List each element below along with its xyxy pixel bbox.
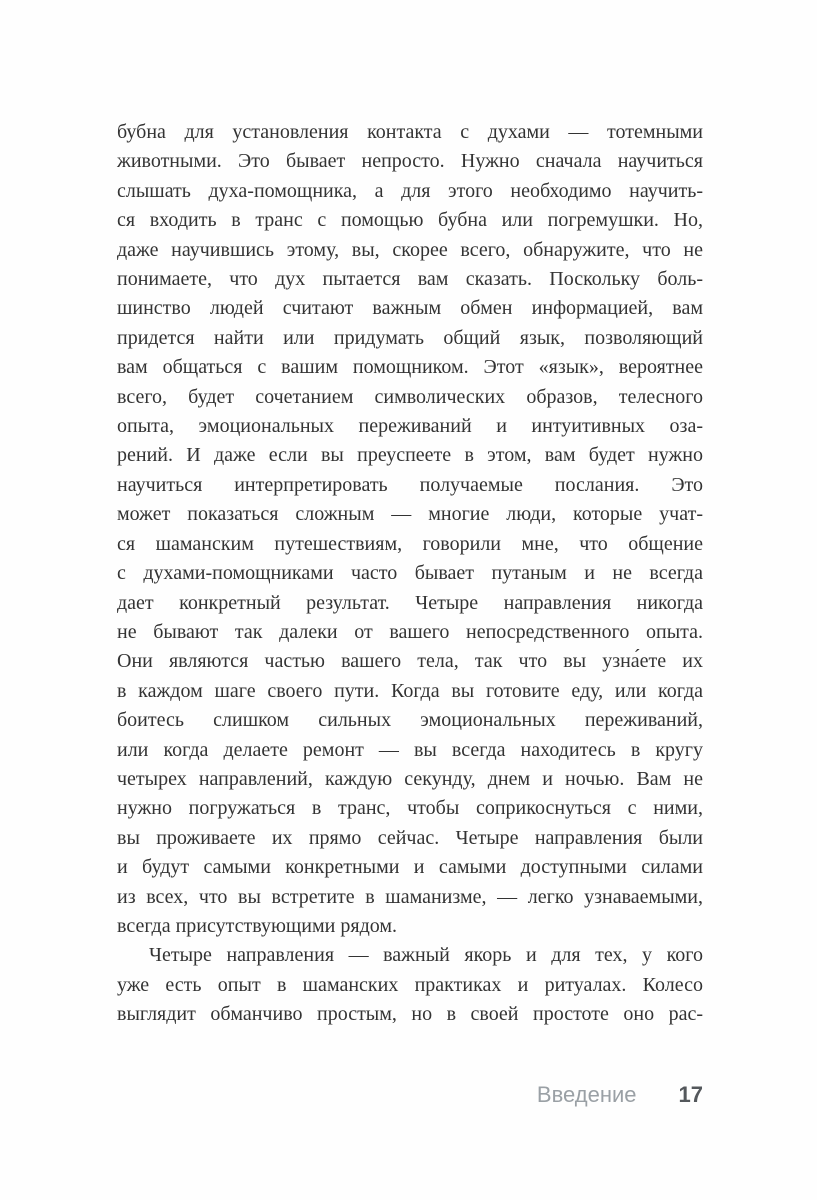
text-line: вы проживаете их прямо сейчас. Четыре направления были [117, 826, 703, 849]
text-line: ся входить в транс с помощью бубна или погремушки. Но, [117, 209, 703, 232]
text-line: шинство людей считают важным обмен информацией, вам [117, 297, 703, 320]
text-line: придется найти или придумать общий язык, позволяющий [117, 326, 703, 349]
text-line: и будут самыми конкретными и самыми доступными силами [117, 856, 703, 879]
text-line: даже научившись этому, вы, скорее всего, обнаружите, что не [117, 238, 703, 261]
text-line: нужно погружаться в транс, чтобы соприкоснуться с ними, [117, 797, 703, 820]
paragraph [117, 118, 703, 941]
text-line: научиться интерпретировать получаемые послания. Это [117, 473, 703, 496]
text-line: понимаете, что дух пытается вам сказать. Поскольку боль- [117, 268, 703, 291]
text-line: из всех, что вы встретите в шаманизме, — легко узнаваемыми, [117, 885, 703, 908]
text-line: опыта, эмоциональных переживаний и интуитивных оза- [117, 415, 703, 438]
text-line: вам общаться с вашим помощником. Этот «язык», вероятнее [117, 356, 703, 379]
text-line: рений. И даже если вы преуспеете в этом, вам будет нужно [117, 444, 703, 467]
text-line: уже есть опыт в шаманских практиках и ритуалах. Колесо [117, 973, 703, 996]
text-line: животными. Это бывает непросто. Нужно сначала научиться [117, 150, 703, 173]
text-line: слышать духа-помощника, а для этого необходимо научить- [117, 179, 703, 202]
text-line: Они являются частью вашего тела, так что вы узна́ете их [117, 650, 703, 673]
paragraph [117, 941, 703, 1029]
text-line: или когда делаете ремонт — вы всегда находитесь в кругу [117, 738, 703, 761]
text-line: всегда присутствующими рядом. [117, 914, 398, 937]
text-line: Четыре направления — важный якорь и для тех, у кого [149, 944, 703, 967]
text-line: с духами-помощниками часто бывает путаным и не всегда [117, 562, 703, 585]
text-line: может показаться сложным — многие люди, которые учат- [117, 503, 703, 526]
text-line: выглядит обманчиво простым, но в своей простоте оно рас- [117, 1003, 703, 1026]
page-footer [537, 1082, 703, 1108]
body-text [117, 118, 703, 1030]
text-line: бубна для установления контакта с духами — тотемными [117, 121, 703, 143]
page-number: 17 [678, 1082, 703, 1107]
text-line: четырех направлений, каждую секунду, днем и ночью. Вам не [117, 767, 703, 790]
text-line: дает конкретный результат. Четыре направления никогда [117, 591, 703, 614]
text-line: всего, будет сочетанием символических образов, телесного [117, 385, 703, 408]
text-line: не бывают так далеки от вашего непосредственного опыта. [117, 620, 703, 643]
text-line: в каждом шаге своего пути. Когда вы готовите еду, или когда [117, 679, 703, 702]
text-line: боитесь слишком сильных эмоциональных переживаний, [117, 709, 703, 732]
text-line: ся шаманским путешествиям, говорили мне, что общение [117, 532, 703, 555]
running-footer-section-title: Введение [536, 1082, 637, 1107]
